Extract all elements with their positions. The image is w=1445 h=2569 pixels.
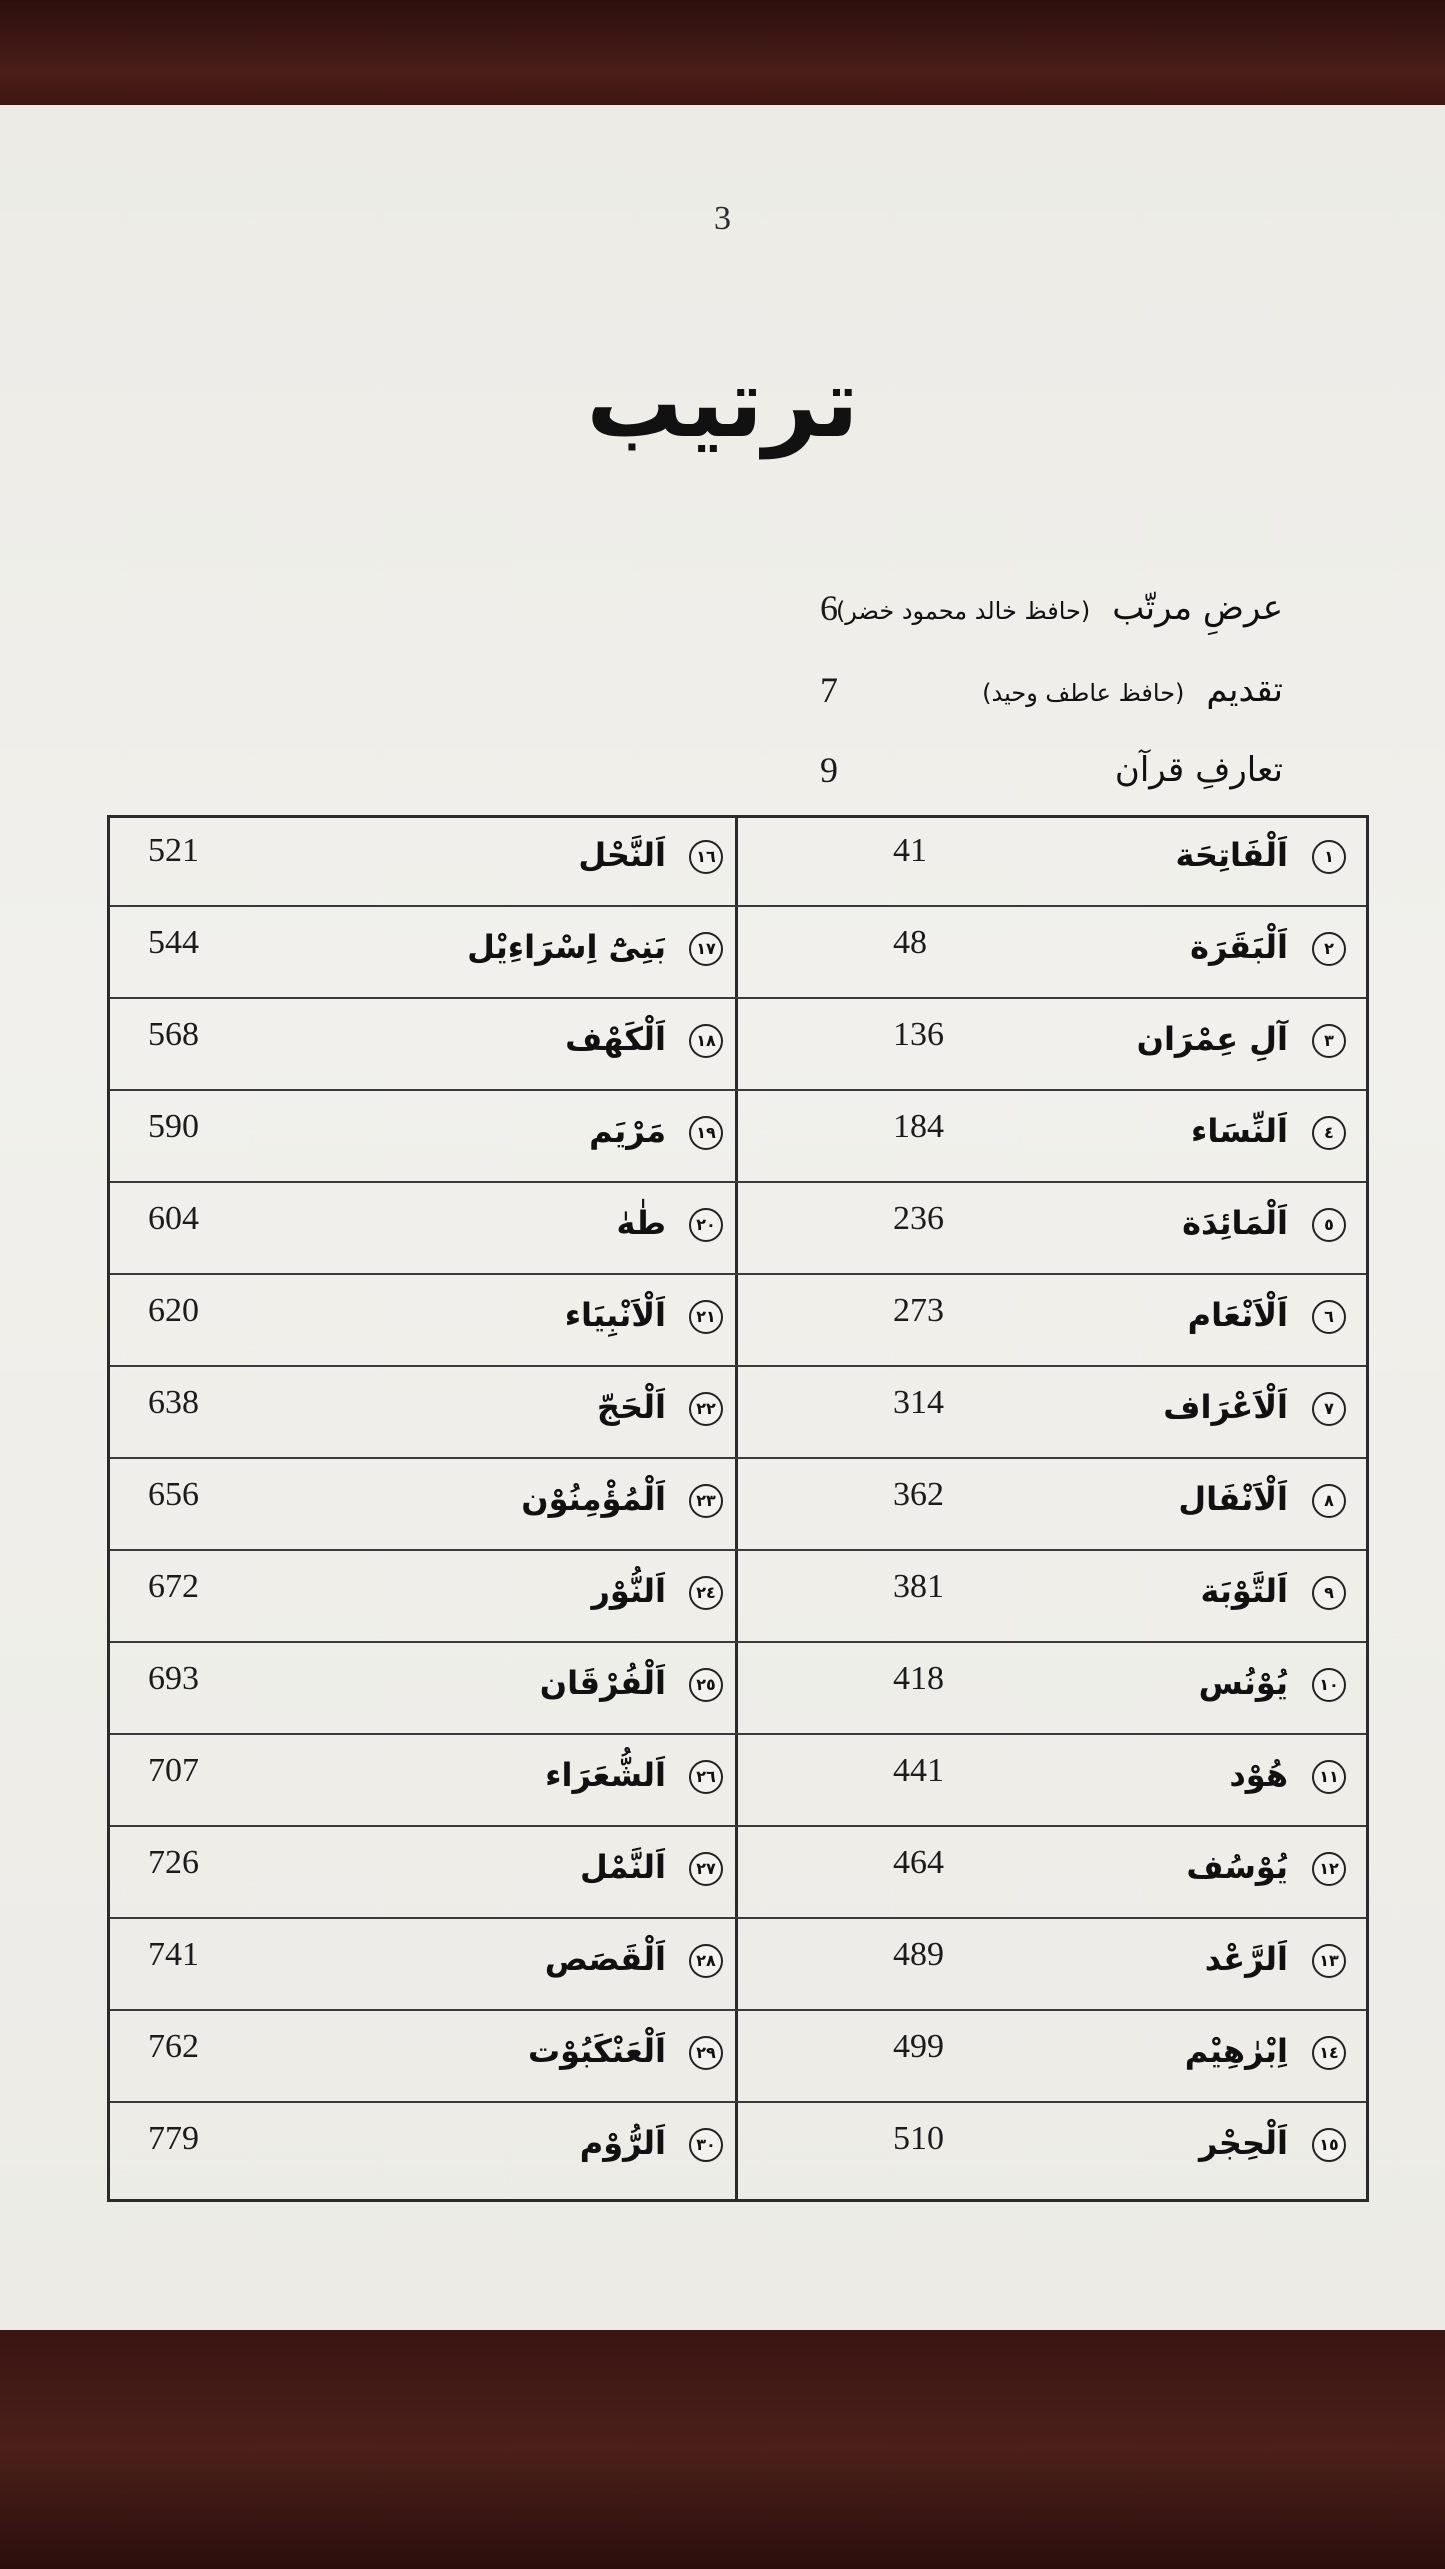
row-page: 762 [148,2028,199,2065]
row-page: 693 [148,1660,199,1697]
row-page: 590 [148,1108,199,1145]
number-badge: ١٨ [689,1024,723,1058]
row-page: 41 [893,832,927,869]
table-row [110,2106,1366,2192]
intro-page: 7 [820,670,838,710]
number-badge: ٢٠ [689,1208,723,1242]
number-badge: ٨ [1312,1484,1346,1518]
number-badge: ٢٩ [689,2036,723,2070]
number-badge: ٢٨ [689,1944,723,1978]
background-bottom [0,2330,1445,2569]
row-title: اَلنَّحْل [578,836,666,874]
row-title: اَلْكَهْف [565,1020,666,1058]
row-title: اَلنُّوْر [591,1572,666,1610]
number-badge: ١٠ [1312,1668,1346,1702]
table-row [110,1830,1366,1916]
row-page: 236 [893,1200,944,1237]
row-page: 779 [148,2120,199,2157]
number-badge: ١٣ [1312,1944,1346,1978]
number-badge: ٢٤ [689,1576,723,1610]
row-title: آلِ عِمْرَان [1136,1020,1288,1058]
row-page: 381 [893,1568,944,1605]
table-row [110,1370,1366,1456]
row-page: 418 [893,1660,944,1697]
row-page: 464 [893,1844,944,1881]
table-row [110,1094,1366,1180]
row-page: 638 [148,1384,199,1421]
number-badge: ٣٠ [689,2128,723,2162]
book-page [0,105,1445,2337]
row-title: مَرْيَم [589,1112,666,1150]
row-page: 273 [893,1292,944,1329]
table-row [110,1646,1366,1732]
number-badge: ١١ [1312,1760,1346,1794]
row-title: اَلْمُؤْمِنُوْن [521,1480,666,1518]
table-row [110,1922,1366,2008]
row-page: 521 [148,832,199,869]
row-title: اَلْمَائِدَة [1182,1204,1288,1242]
number-badge: ٤ [1312,1116,1346,1150]
row-page: 604 [148,1200,199,1237]
row-title: اَلْاَنْفَال [1178,1480,1288,1518]
row-page: 362 [893,1476,944,1513]
row-title: يُوْنُس [1198,1664,1288,1702]
number-badge: ٢١ [689,1300,723,1334]
row-title: اَلْحَجّ [596,1388,666,1426]
number-badge: ٦ [1312,1300,1346,1334]
row-title: اَلنِّسَاء [1191,1112,1288,1150]
row-page: 568 [148,1016,199,1053]
table-row [110,1002,1366,1088]
background-top [0,0,1445,120]
row-page: 314 [893,1384,944,1421]
number-badge: ٢٢ [689,1392,723,1426]
number-badge: ٢٦ [689,1760,723,1794]
row-title: هُوْد [1229,1756,1288,1794]
row-title: اَلْاَعْرَاف [1163,1388,1288,1426]
table-row [110,1554,1366,1640]
number-badge: ١٦ [689,840,723,874]
row-page: 48 [893,924,927,961]
number-badge: ٢٣ [689,1484,723,1518]
row-page: 136 [893,1016,944,1053]
table-row [110,1462,1366,1548]
row-title: اَلنَّمْل [579,1848,666,1886]
table-row [110,2014,1366,2100]
intro-page: 9 [820,750,838,790]
page-title: ترتیب [586,347,859,459]
number-badge: ١٢ [1312,1852,1346,1886]
row-title: اَلرَّعْد [1204,1940,1288,1978]
contents-table [107,815,1369,2202]
number-badge: ٧ [1312,1392,1346,1426]
row-page: 741 [148,1936,199,1973]
row-page: 672 [148,1568,199,1605]
row-title: اَلْبَقَرَة [1190,928,1288,966]
row-page: 707 [148,1752,199,1789]
intro-item [0,745,1445,795]
intro-label: تقدیم(حافظ عاطف وحید) [982,670,1283,710]
row-title: اَلتَّوْبَة [1200,1572,1288,1610]
row-page: 184 [893,1108,944,1145]
intro-item [0,665,1445,715]
table-row [110,910,1366,996]
row-page: 620 [148,1292,199,1329]
row-title: بَنِیْٓ اِسْرَاءِیْل [467,928,666,966]
row-title: اَلْاَنْعَام [1187,1296,1288,1334]
number-badge: ٩ [1312,1576,1346,1610]
row-page: 510 [893,2120,944,2157]
row-title: اَلرُّوْم [579,2124,666,2162]
number-badge: ١٩ [689,1116,723,1150]
row-title: اَلْفَاتِحَة [1175,836,1288,874]
row-title: اَلشُّعَرَاء [545,1756,666,1794]
table-row [110,1186,1366,1272]
row-title: اِبْرٰهِيْم [1184,2032,1288,2070]
row-title: اَلْفُرْقَان [539,1664,666,1702]
row-page: 489 [893,1936,944,1973]
number-badge: ١٤ [1312,2036,1346,2070]
table-row [110,1278,1366,1364]
number-badge: ١٧ [689,932,723,966]
number-badge: ٢ [1312,932,1346,966]
row-title: طٰهٰ [616,1204,666,1242]
table-row [110,818,1366,904]
row-title: اَلْحِجْر [1198,2124,1288,2162]
page-number: 3 [714,200,731,237]
row-title: اَلْاَنْبِيَاء [564,1296,666,1334]
row-page: 499 [893,2028,944,2065]
row-page: 656 [148,1476,199,1513]
table-row [110,1738,1366,1824]
number-badge: ٥ [1312,1208,1346,1242]
number-badge: ١ [1312,840,1346,874]
intro-label: عرضِ مرتّب(حافظ خالد محمود خضر) [835,588,1283,628]
number-badge: ٣ [1312,1024,1346,1058]
intro-label: تعارفِ قرآن [1114,750,1283,790]
number-badge: ٢٧ [689,1852,723,1886]
intro-item [0,583,1445,633]
intro-page: 6 [820,588,838,628]
row-page: 726 [148,1844,199,1881]
number-badge: ١٥ [1312,2128,1346,2162]
number-badge: ٢٥ [689,1668,723,1702]
row-title: اَلْقَصَص [544,1940,666,1978]
row-title: اَلْعَنْكَبُوْت [528,2032,666,2070]
row-title: يُوْسُف [1186,1848,1288,1886]
row-page: 544 [148,924,199,961]
row-page: 441 [893,1752,944,1789]
